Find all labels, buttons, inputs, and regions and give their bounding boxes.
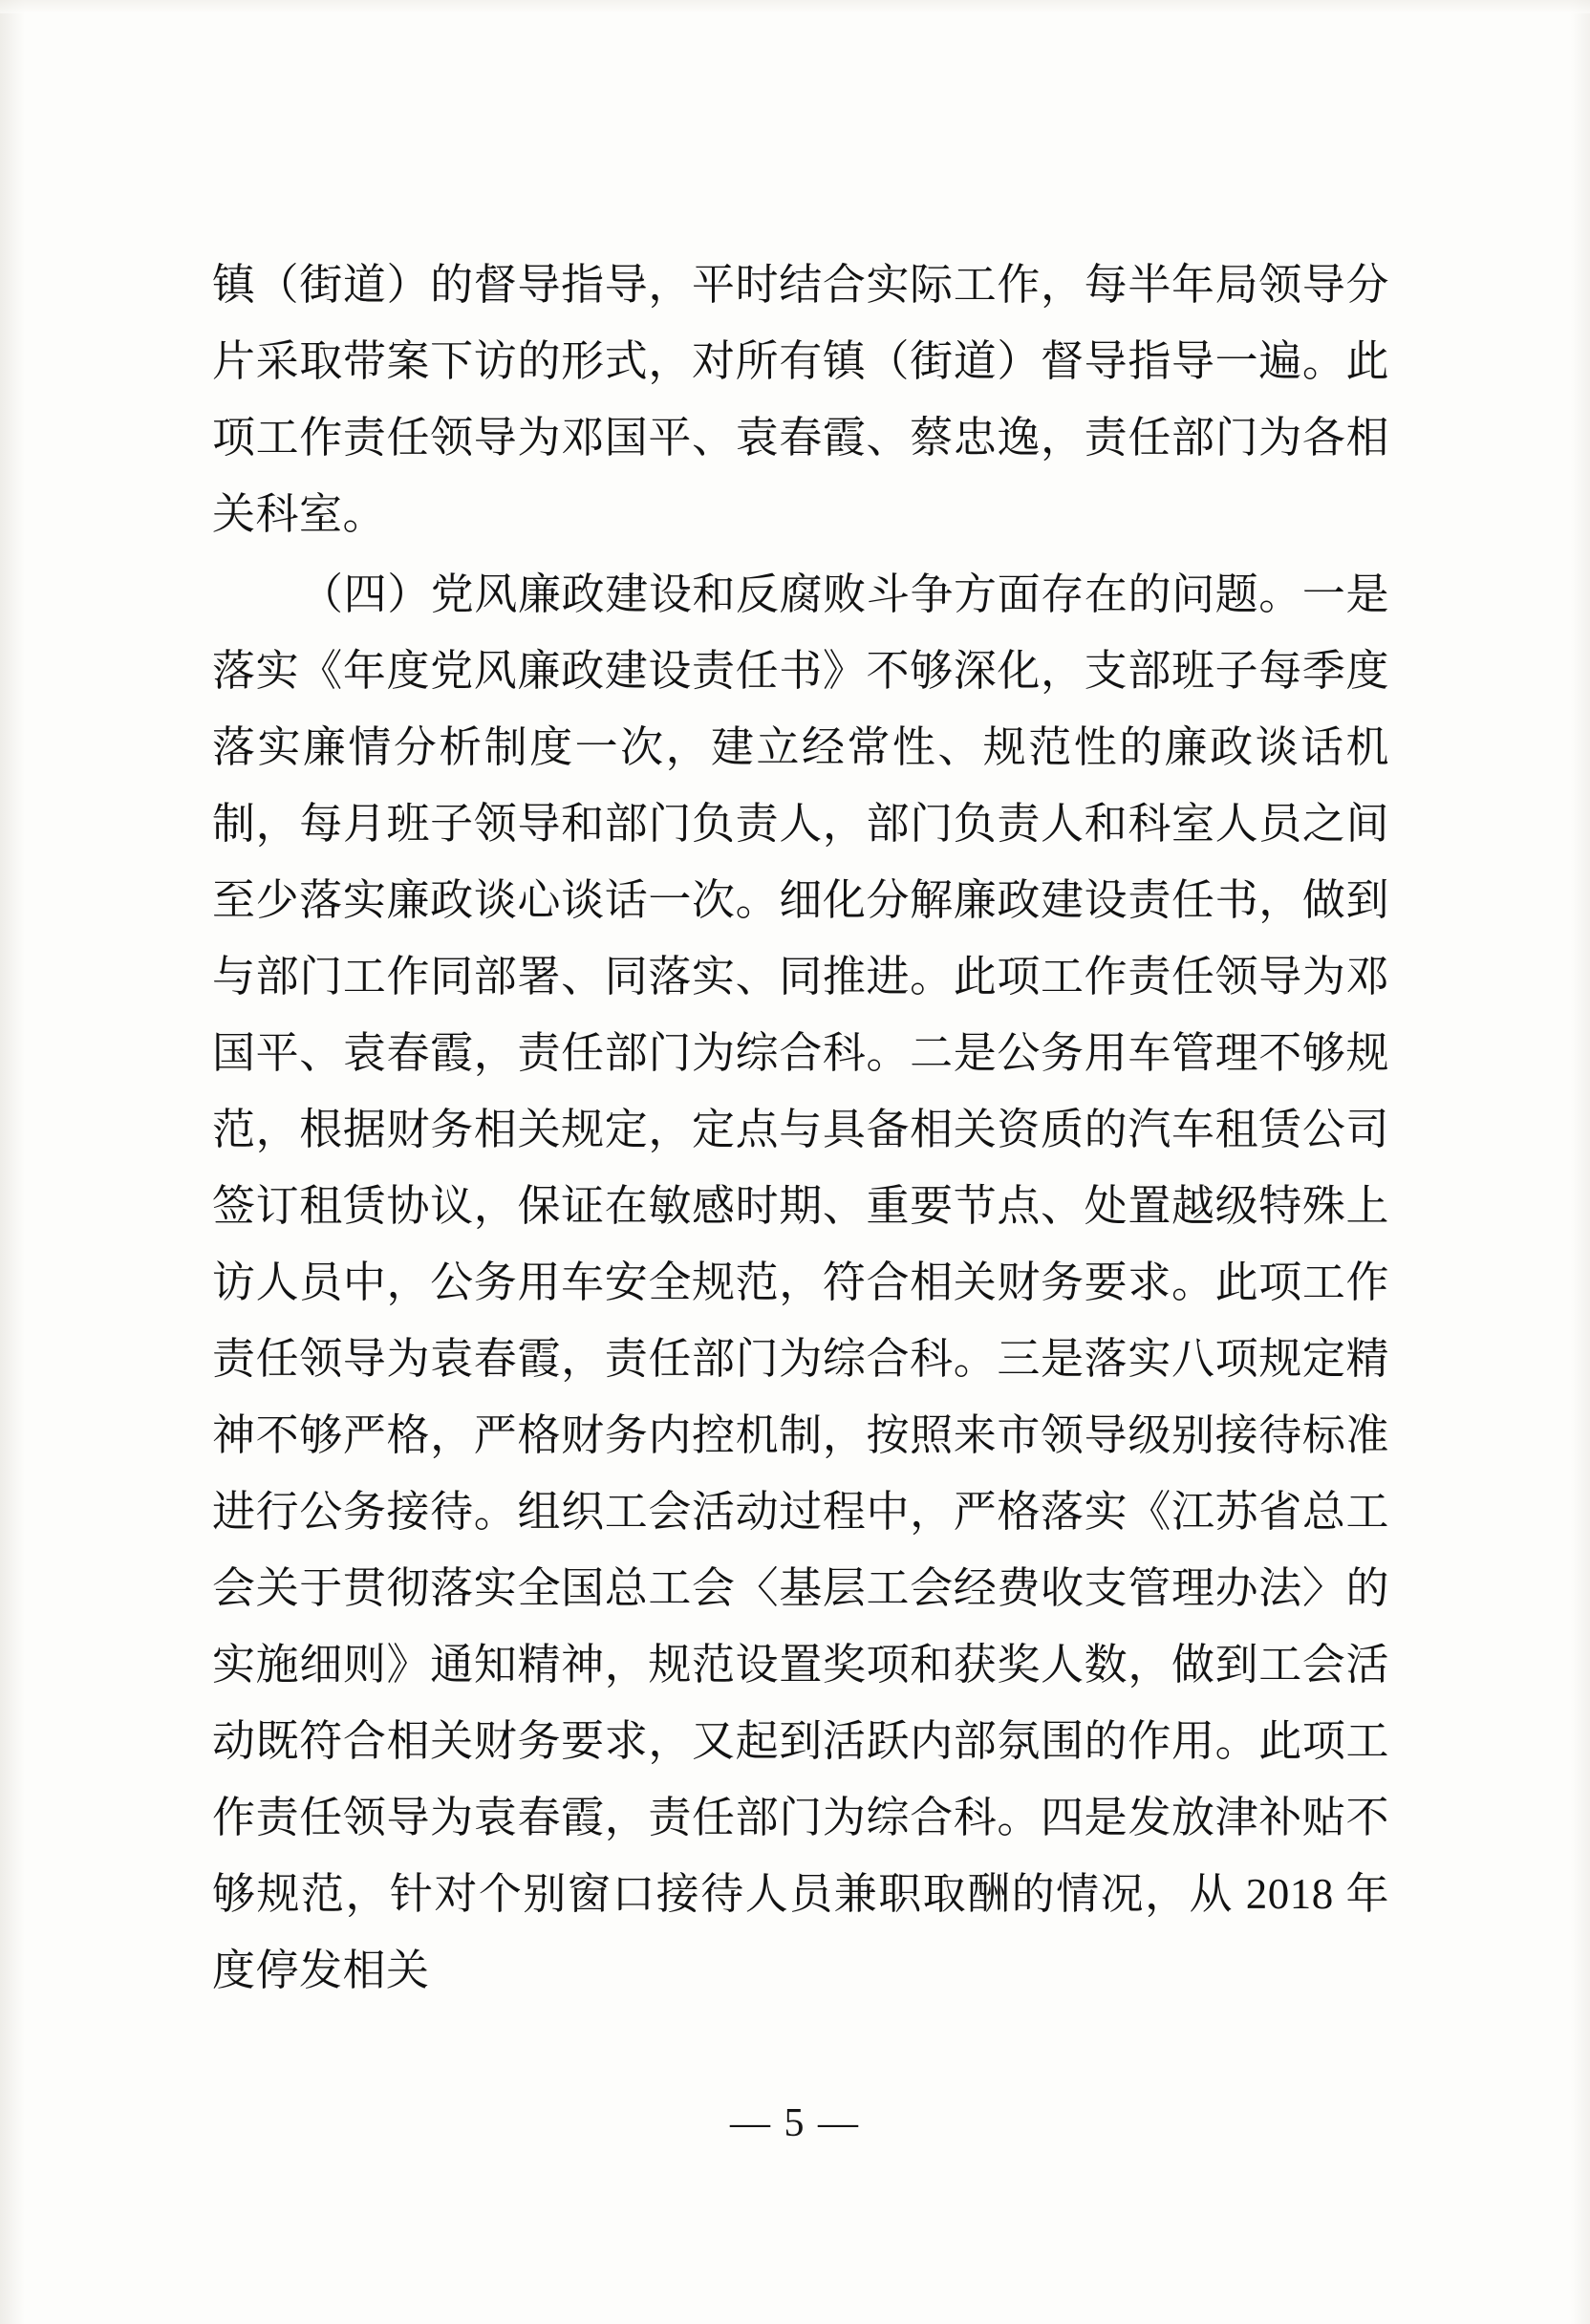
paragraph-continued: 镇（街道）的督导指导，平时结合实际工作，每半年局领导分片采取带案下访的形式，对所有镇（街道）督导指导一遍。此项工作责任领导为邓国平、袁春霞、蔡忠逸，责任部门为各相关科室。 <box>212 261 1389 538</box>
page-edge-shadow-top <box>0 0 1590 13</box>
page-body-text <box>212 247 1389 2009</box>
page-number: — 5 — <box>730 2101 860 2145</box>
page-edge-shadow-right <box>1571 0 1590 2324</box>
paragraph-section-four: （四）党风廉政建设和反腐败斗争方面存在的问题。一是落实《年度党风廉政建设责任书》不够深化，支部班子每季度落实廉情分析制度一次，建立经常性、规范性的廉政谈话机制，每月班子领导和部门负责人，部门负责人和科室人员之间至少落实廉政谈心谈话一次。细化分解廉政建设责任书，做到与部门工作同部署、同落实、同推进。此项工作责任领导为邓国平、袁春霞，责任部门为综合科。二是公务用车管理不够规范，根据财务相关规定，定点与具备相关资质的汽车租赁公司签订租赁协议，保证在敏感时期、重要节点、处置越级特殊上访人员中，公务用车安全规范，符合相关财务要求。此项工作责任领导为袁春霞，责任部门为综合科。三是落实八项规定精神不够严格，严格财务内控机制，按照来市领导级别接待标准进行公务接待。组织工会活动过程中，严格落实《江苏省总工会关于贯彻落实全国总工会〈基层工会经费收支管理办法〉的实施细则》通知精神，规范设置奖项和获奖人数，做到工会活动既符合相关财务要求，又起到活跃内部氛围的作用。此项工作责任领导为袁春霞，责任部门为综合科。四是发放津补贴不够规范，针对个别窗口接待人员兼职取酬的情况，从 2018 年度停发相关 <box>212 570 1389 1994</box>
page-edge-shadow-left <box>0 0 25 2324</box>
